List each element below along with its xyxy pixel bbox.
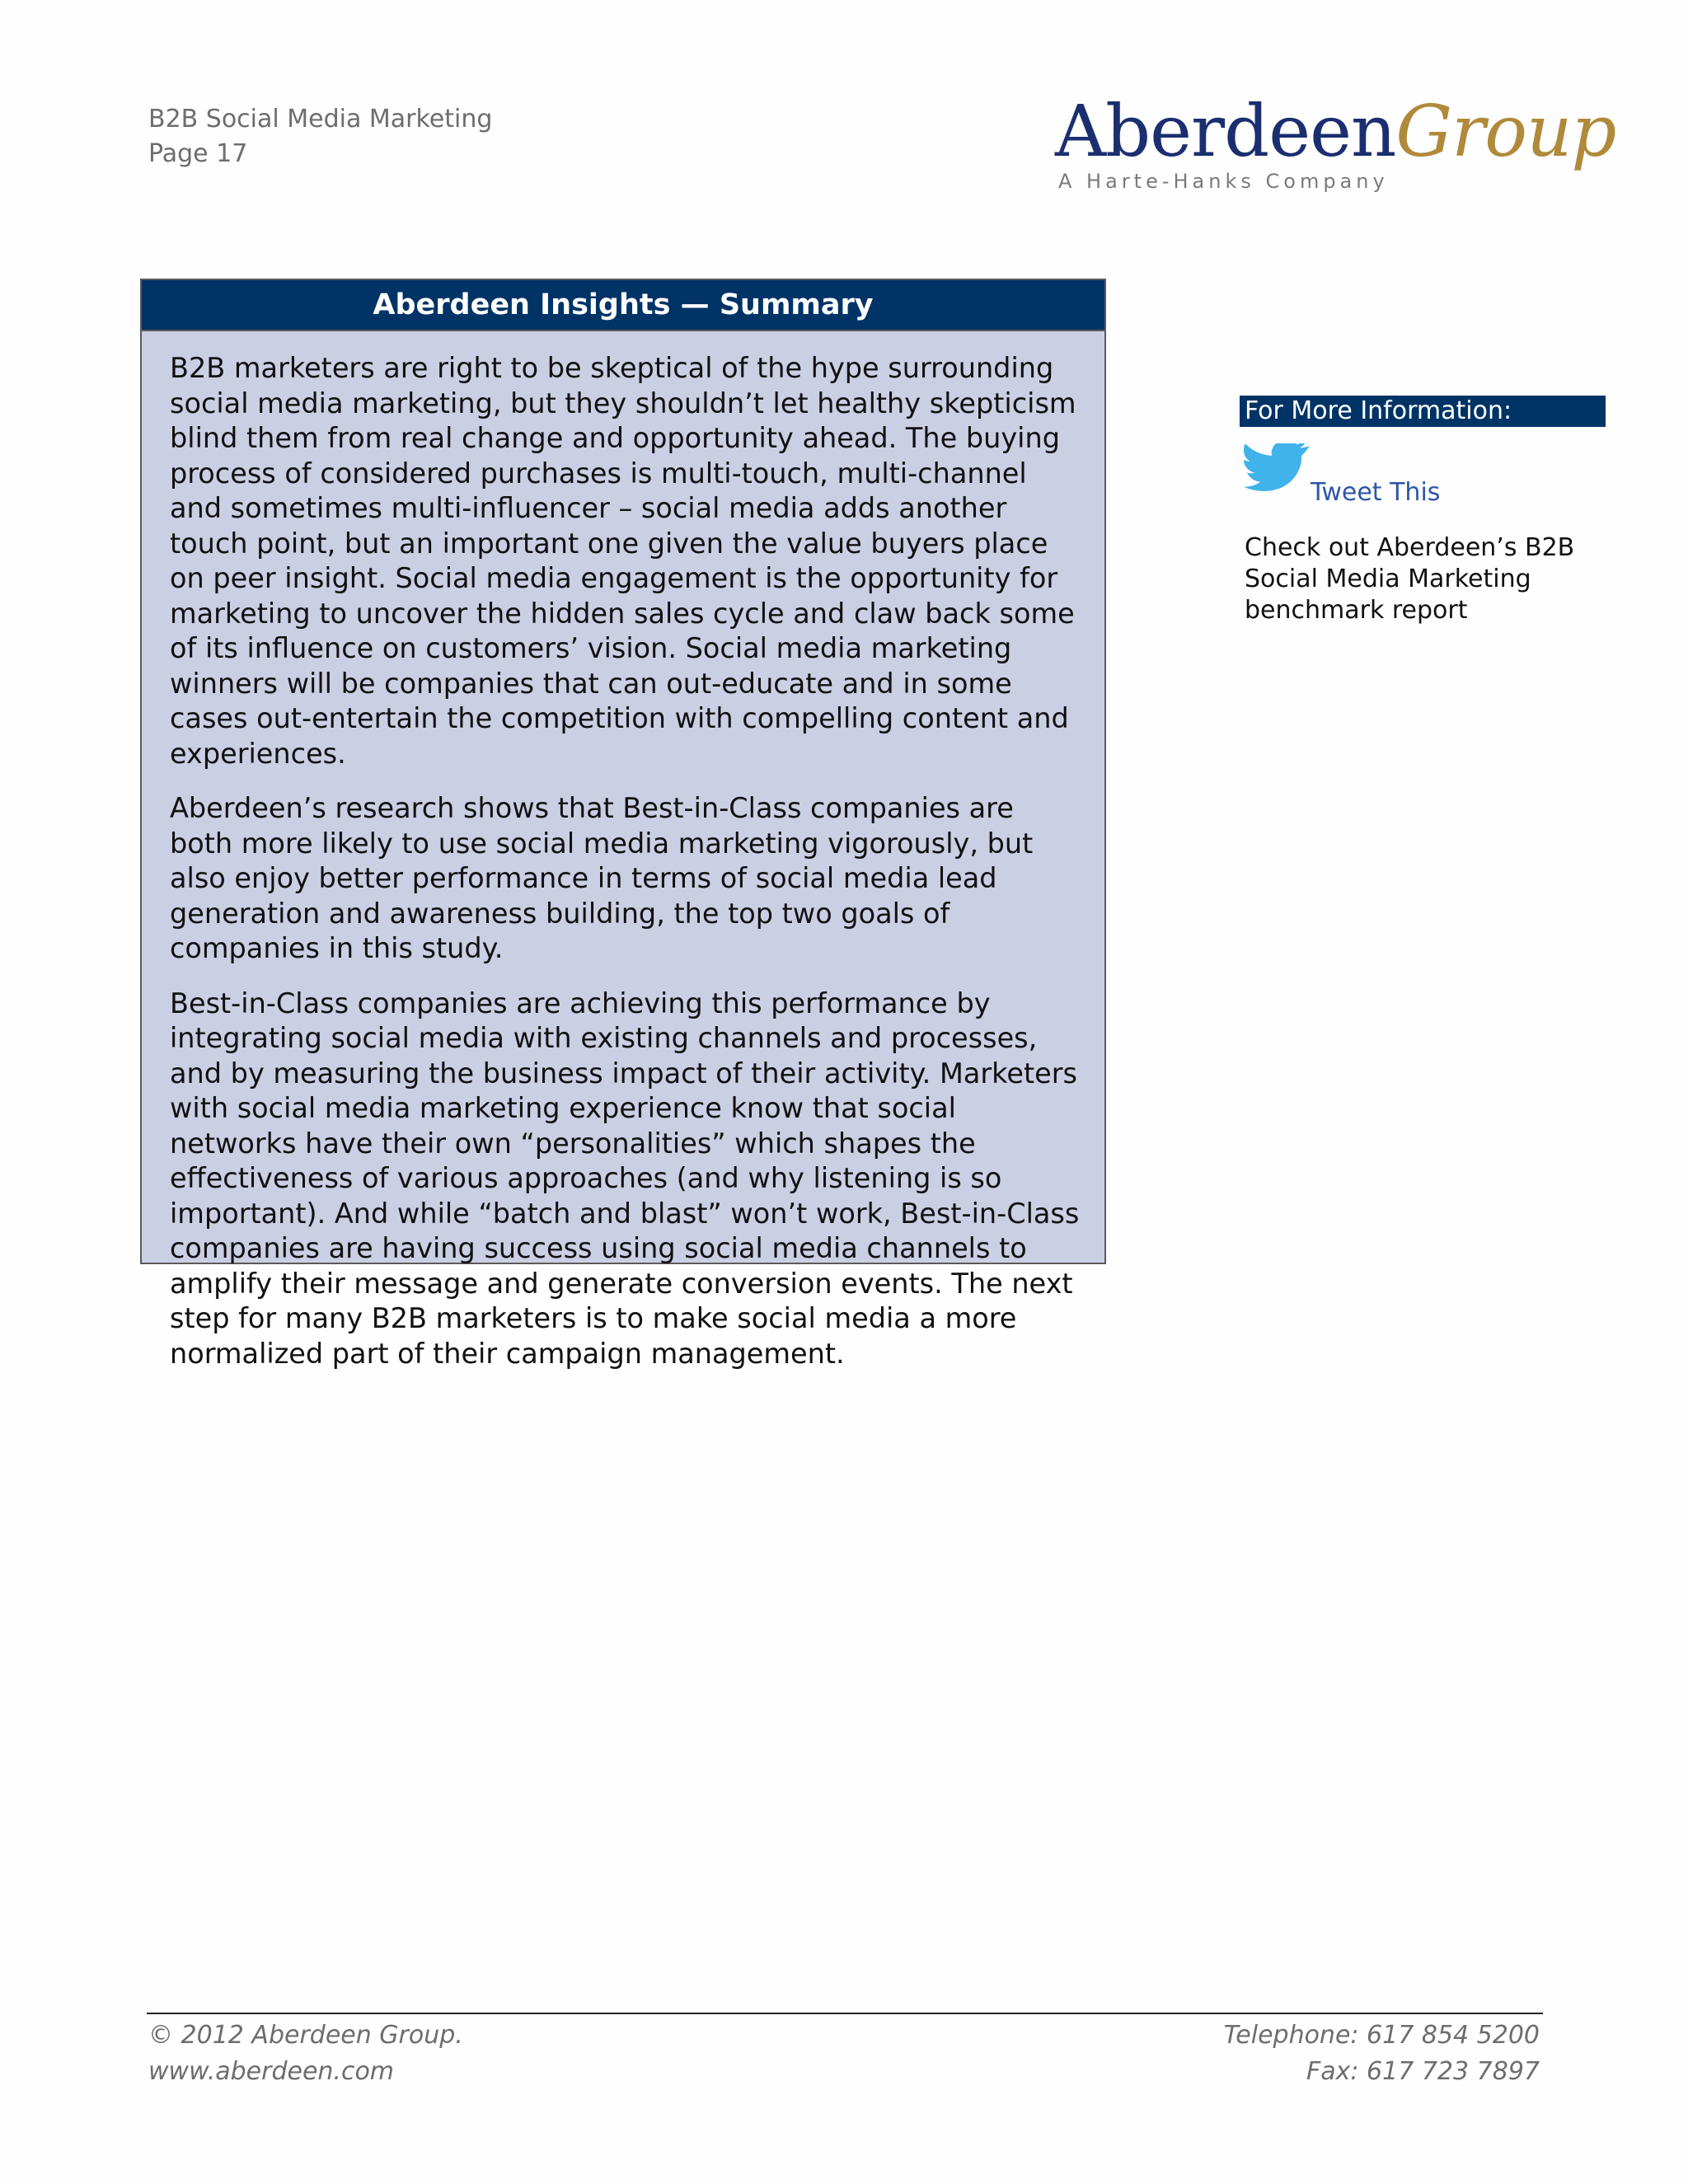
insights-paragraph: Best-in-Class companies are achieving this performance by integrating social media with existing channels and processes, and by measuring the business impact of their activity. Marketers with social media marketing experience know that social networks have their own “personalities” which shapes the effectiveness of various approaches (and why listening is so important). And while “batch and blast” won’t work, Best-in-Class companies are having success using social media channels to amplify their message and generate conversion events. The next step for many B2B marketers is to make social media a more normalized part of their campaign management. <box>170 987 1080 1370</box>
insights-title: Aberdeen Insights — Summary <box>142 280 1104 331</box>
aberdeen-group-logo <box>1055 91 1616 198</box>
logo-tagline: A Harte-Hanks Company <box>1058 170 1389 193</box>
footer-copyright: © 2012 Aberdeen Group. <box>148 2021 463 2050</box>
logo-name-group: Group <box>1395 91 1616 173</box>
logo-wordmark <box>1055 91 1615 173</box>
twitter-bird-icon[interactable] <box>1243 443 1312 498</box>
page-header <box>148 102 492 171</box>
footer-divider <box>147 2013 1543 2014</box>
footer-website-link[interactable]: www.aberdeen.com <box>148 2057 395 2086</box>
logo-name-aberdeen: Aberdeen <box>1055 91 1396 173</box>
tweet-this-link[interactable]: Tweet This <box>1311 478 1441 507</box>
page-number: Page 17 <box>148 139 248 168</box>
insights-summary-box <box>140 279 1106 1370</box>
sidebar-description: Check out Aberdeen’s B2B Social Media Marketing benchmark report <box>1245 533 1575 625</box>
insights-body <box>142 331 1104 1371</box>
footer-telephone: Telephone: 617 854 5200 <box>1223 2021 1540 2050</box>
footer-fax: Fax: 617 723 7897 <box>1306 2057 1540 2086</box>
footer-left <box>148 2018 463 2090</box>
footer-right <box>1224 2018 1540 2090</box>
insights-paragraph: B2B marketers are right to be skeptical of the hype surrounding social media marketing, but they shouldn’t let healthy skepticism blind them from real change and opportunity ahead. The buying process of considered purchases is multi-touch, multi-channel and sometimes multi-influencer – social media adds another touch point, but an important one given the value buyers place on peer insight. Social media engagement is the opportunity for marketing to uncover the hidden sales cycle and claw back some of its influence on customers’ vision. Social media marketing winners will be companies that can out-educate and in some cases out-entertain the competition with compelling content and experiences. <box>170 352 1076 770</box>
sidebar-title: For More Information: <box>1240 396 1606 427</box>
insights-paragraph: Aberdeen’s research shows that Best-in-Class companies are both more likely to use social media marketing vigorously, but also enjoy better performance in terms of social media lead generation and awareness building, the top two goals of companies in this study. <box>170 792 1034 964</box>
document-title: B2B Social Media Marketing <box>148 105 493 134</box>
